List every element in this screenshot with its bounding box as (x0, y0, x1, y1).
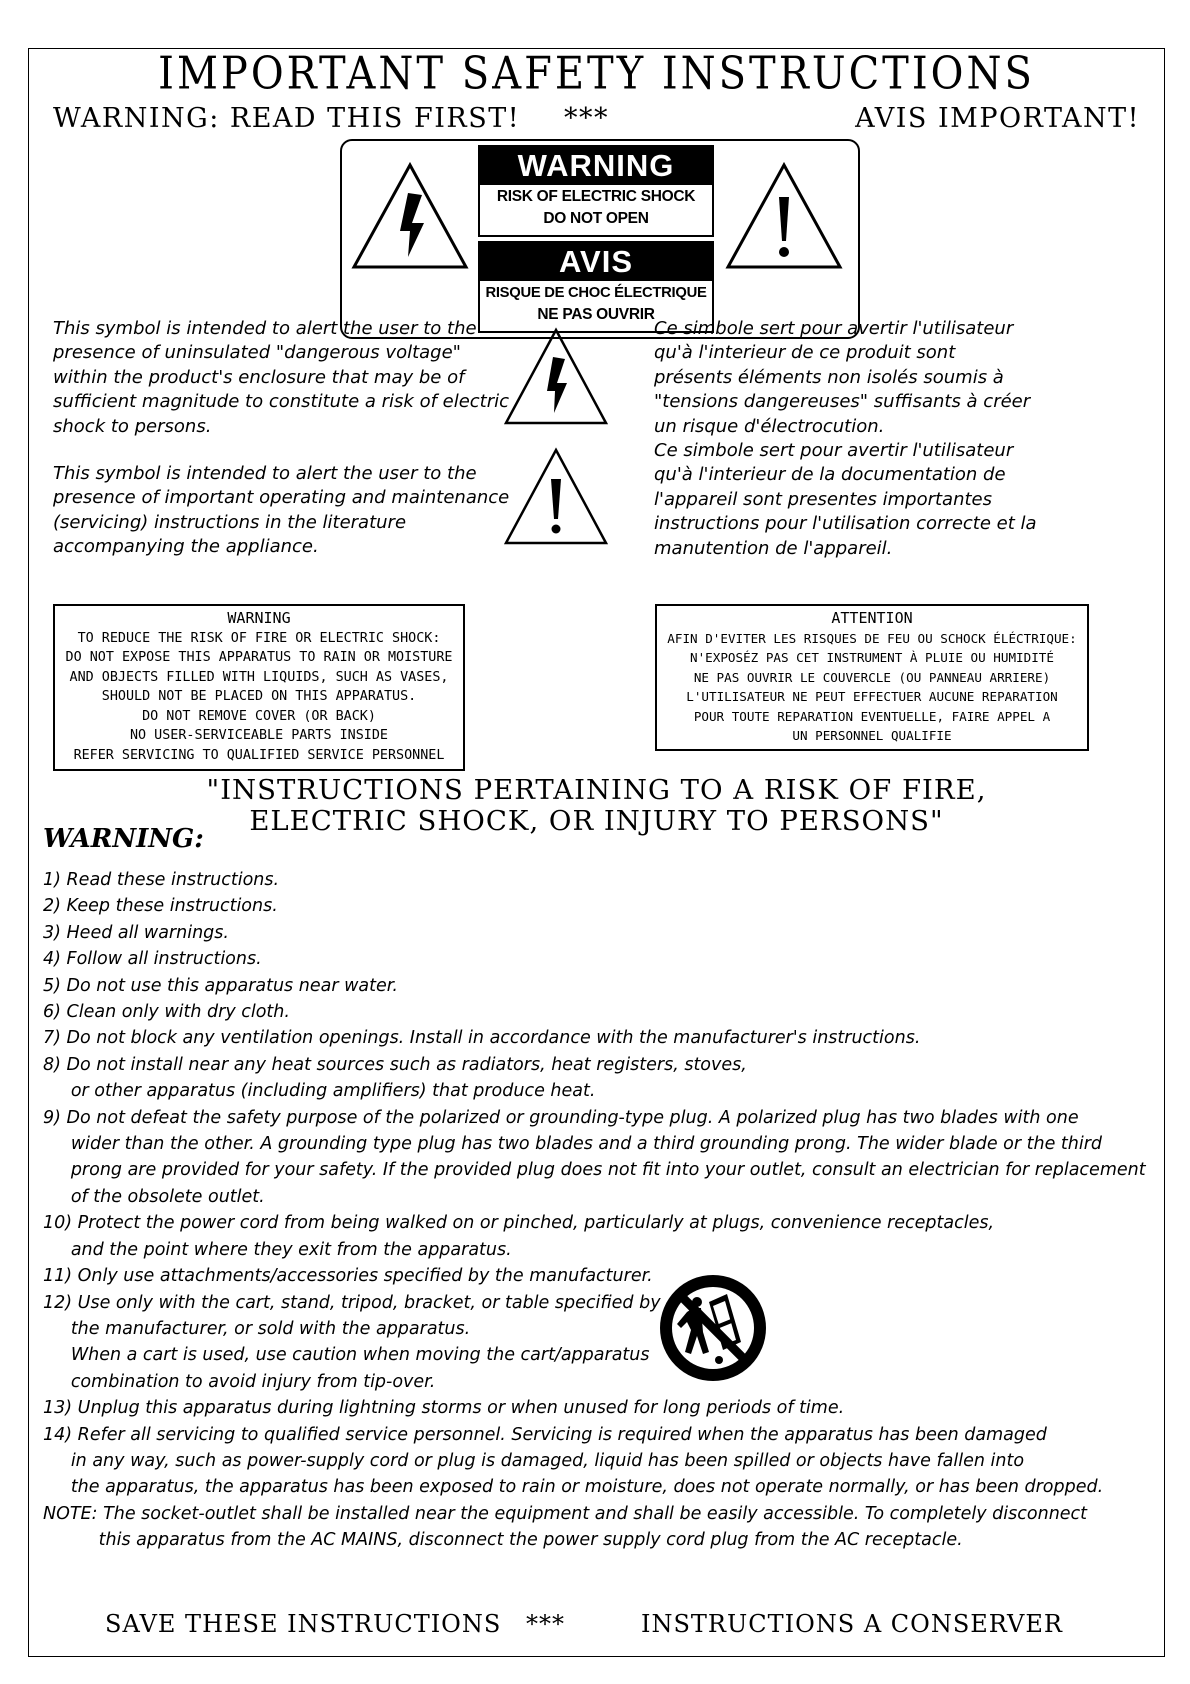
avis-label-line2: NE PAS OUVRIR (537, 306, 655, 323)
notice-line: AND OBJECTS FILLED WITH LIQUIDS, SUCH AS VASES, (69, 669, 449, 685)
notice-line: UN PERSONNEL QUALIFIE (792, 728, 952, 743)
instruction-line: 11) Only use attachments/accessories specified by the manufacturer. (43, 1266, 653, 1287)
text-line: presence of important operating and maintenance (53, 487, 510, 509)
text-line: This symbol is intended to alert the user to the (53, 463, 477, 484)
exclamation-warning-icon (724, 161, 844, 273)
exclamation-symbol-description-fr (654, 439, 1134, 561)
text-line: qu'à l'interieur de la documentation de (654, 464, 1006, 486)
instruction-line: 6) Clean only with dry cloth. (43, 1002, 290, 1023)
instruction-line: combination to avoid injury from tip-over. (43, 1371, 436, 1392)
instruction-line: prong are provided for your safety. If the provided plug does not fit into your outlet, consult an electrician for replacement (43, 1160, 1146, 1181)
warning-notice-box (53, 604, 465, 771)
heading-line: ELECTRIC SHOCK, OR INJURY TO PERSONS" (249, 805, 944, 837)
notice-line: REFER SERVICING TO QUALIFIED SERVICE PERSONNEL (73, 747, 445, 763)
instruction-line: 12) Use only with the cart, stand, tripod, bracket, or table specified by (43, 1292, 661, 1313)
conserver-instructions-footer: INSTRUCTIONS A CONSERVER (641, 1610, 1063, 1638)
instruction-line: in any way, such as power-supply cord or plug is damaged, liquid has been spilled or objects have fallen into (43, 1450, 1025, 1471)
text-line: (servicing) instructions in the literature (53, 511, 407, 533)
avis-important-heading: AVIS IMPORTANT! (855, 103, 1140, 134)
text-line: manutention de l'appareil. (654, 537, 893, 559)
instruction-list (43, 867, 1153, 1554)
instruction-line: 8) Do not install near any heat sources such as radiators, heat registers, stoves, (43, 1054, 747, 1075)
instruction-line: and the point where they exit from the apparatus. (43, 1239, 512, 1260)
notice-line: SHOULD NOT BE PLACED ON THIS APPARATUS. (101, 689, 417, 704)
instruction-line: wider than the other. A grounding type plug has two blades and a third grounding prong. The wider blade or the third (43, 1134, 1103, 1155)
notice-line: DO NOT REMOVE COVER (OR BACK) (142, 708, 376, 724)
text-line: présents éléments non isolés soumis à (654, 366, 1004, 388)
text-line: accompanying the appliance. (53, 536, 319, 558)
text-line: This symbol is intended to alert the user to the (53, 318, 477, 339)
text-line: Ce simbole sert pour avertir l'utilisateur (654, 440, 1014, 461)
notice-line: NE PAS OUVRIR LE COUVERCLE (OU PANNEAU ARRIERE) (693, 669, 1051, 685)
warning-label-line1: RISK OF ELECTRIC SHOCK (496, 188, 696, 205)
instruction-line: 13) Unplug this apparatus during lightning storms or when unused for long periods of time. (43, 1398, 845, 1419)
notice-line: DO NOT EXPOSE THIS APPARATUS TO RAIN OR MOISTURE (65, 650, 453, 665)
instruction-line: 14) Refer all servicing to qualified service personnel. Servicing is required when the apparatus has been damaged (43, 1424, 1047, 1445)
avis-label-line1: RISQUE DE CHOC ÉLECTRIQUE (485, 285, 707, 301)
exclamation-symbol-description-en (53, 462, 523, 560)
instruction-line: When a cart is used, use caution when moving the cart/apparatus (43, 1345, 650, 1366)
bolt-symbol-description-fr (654, 317, 1134, 439)
bolt-symbol-description-en (53, 317, 523, 439)
text-line: un risque d'électrocution. (654, 415, 885, 437)
instruction-line: 7) Do not block any ventilation openings. Install in accordance with the manufacturer's instructions. (43, 1028, 921, 1049)
avis-label-head: AVIS (480, 243, 712, 281)
attention-notice-box (655, 604, 1089, 751)
text-line: sufficient magnitude to constitute a risk of electric (53, 391, 510, 413)
instruction-line: 1) Read these instructions. (43, 870, 280, 890)
text-line: presence of uninsulated "dangerous voltage" (53, 342, 461, 364)
notice-line: N'EXPOSÉZ PAS CET INSTRUMENT À PLUIE OU HUMIDITÉ (690, 650, 1054, 665)
instruction-line: the manufacturer, or sold with the apparatus. (43, 1318, 471, 1339)
page-title: IMPORTANT SAFETY INSTRUCTIONS (158, 48, 1035, 100)
warning-label-head: WARNING (480, 147, 712, 185)
read-first-heading: WARNING: READ THIS FIRST! (53, 103, 521, 134)
text-line: instructions pour l'utilisation correcte et la (654, 513, 1037, 535)
warning-label-line2: DO NOT OPEN (543, 210, 649, 227)
instruction-line: this apparatus from the AC MAINS, disconnect the power supply cord plug from the AC receptacle. (43, 1530, 963, 1551)
safety-instructions-page (28, 48, 1165, 1657)
text-line: Ce simbole sert pour avertir l'utilisateur (654, 318, 1014, 339)
instruction-line: the apparatus, the apparatus has been exposed to rain or moisture, does not operate normally, or has been dropped. (43, 1477, 1104, 1498)
notice-line: TO REDUCE THE RISK OF FIRE OR ELECTRIC SHOCK: (77, 630, 441, 646)
notice-line: NO USER-SERVICEABLE PARTS INSIDE (130, 728, 388, 743)
heading-line: "INSTRUCTIONS PERTAINING TO A RISK OF FIRE, (206, 774, 987, 806)
lightning-symbol-icon (503, 327, 609, 427)
instruction-line: 10) Protect the power cord from being walked on or pinched, particularly at plugs, convenience receptacles, (43, 1213, 995, 1234)
instruction-line: 2) Keep these instructions. (43, 896, 278, 917)
text-line: within the product's enclosure that may be of (53, 366, 465, 388)
instruction-line: 9) Do not defeat the safety purpose of the polarized or grounding-type plug. A polarized plug has two blades with one (43, 1107, 1079, 1128)
instruction-line: or other apparatus (including amplifiers) that produce heat. (43, 1081, 596, 1102)
warning-label-panel (340, 139, 860, 339)
notice-heading: ATTENTION (831, 609, 913, 627)
text-line: shock to persons. (53, 415, 212, 437)
instruction-line: of the obsolete outlet. (43, 1186, 265, 1207)
text-line: "tensions dangereuses" suffisants à créer (654, 391, 1031, 413)
notice-heading: WARNING (227, 609, 291, 627)
cart-tip-over-icon (657, 1272, 769, 1384)
footer-separator: *** (526, 1610, 565, 1638)
lightning-warning-icon (350, 161, 470, 273)
notice-line: L'UTILISATEUR NE PEUT EFFECTUER AUCUNE REPARATION (686, 689, 1058, 704)
save-instructions-footer: SAVE THESE INSTRUCTIONS (105, 1610, 502, 1638)
exclamation-symbol-icon (503, 447, 609, 547)
instruction-line: NOTE: The socket-outlet shall be installed near the equipment and shall be easily accessible. To completely disconnect (43, 1503, 1088, 1524)
notice-line: POUR TOUTE REPARATION EVENTUELLE, FAIRE APPEL A (693, 708, 1051, 724)
text-line: l'appareil sont presentes importantes (654, 488, 993, 510)
notice-line: AFIN D'EVITER LES RISQUES DE FEU OU SCHOCK ÉLÉCTRIQUE: (667, 630, 1077, 646)
instruction-line: 4) Follow all instructions. (43, 949, 262, 970)
warning-label (478, 145, 714, 237)
instruction-line: 5) Do not use this apparatus near water. (43, 975, 398, 996)
text-line: qu'à l'interieur de ce produit sont (654, 342, 956, 364)
instruction-line: 3) Heed all warnings. (43, 922, 229, 943)
warning-list-label: WARNING: (43, 824, 204, 854)
header-separator: *** (564, 103, 609, 134)
